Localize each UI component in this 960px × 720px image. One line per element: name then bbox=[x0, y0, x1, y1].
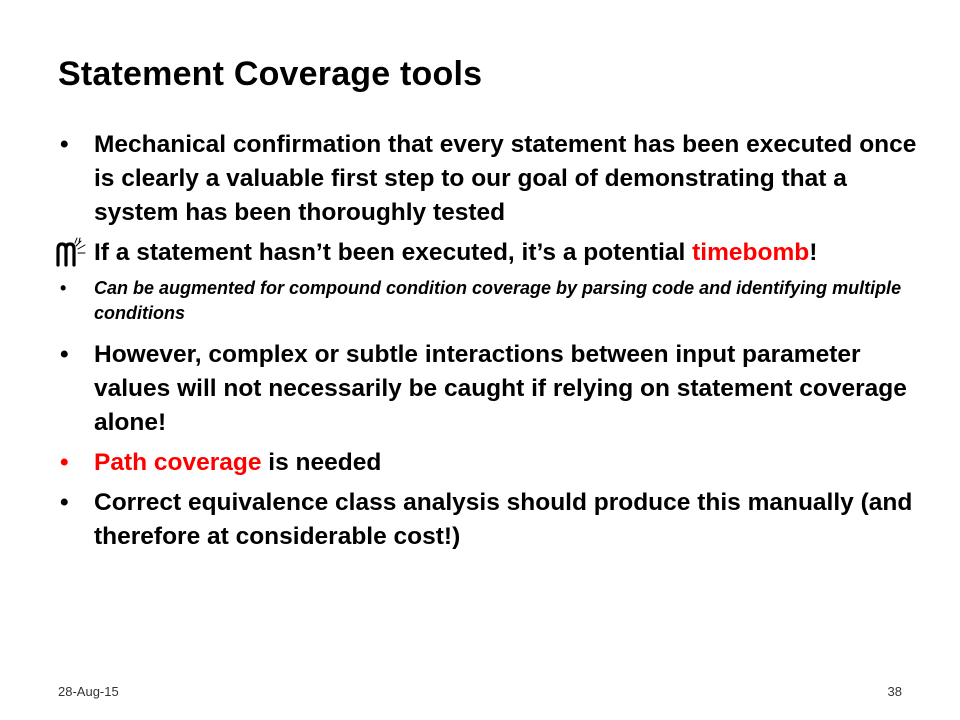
bullet-item bbox=[58, 128, 918, 230]
bullet-text-end: ! bbox=[809, 239, 818, 266]
timebomb-highlight: timebomb bbox=[692, 239, 810, 266]
bullet-text: Mechanical confirmation that every statement has been executed once is clearly a valuable first step to our goal of demonstrating that a system has been thoroughly tested bbox=[94, 131, 917, 226]
bullet-item bbox=[58, 236, 918, 270]
bullet-marker: • bbox=[60, 278, 67, 298]
bullet-marker: • bbox=[60, 131, 69, 158]
bullet-item bbox=[58, 446, 918, 480]
bullet-text: If a statement hasn’t been executed, it’s a potential bbox=[94, 239, 693, 266]
bullet-item bbox=[58, 338, 918, 440]
footer-date: 28-Aug-15 bbox=[58, 684, 119, 699]
bullet-marker: • bbox=[60, 449, 69, 476]
slide-title: Statement Coverage tools bbox=[58, 55, 483, 93]
bomb-icon bbox=[54, 236, 92, 270]
page-number: 38 bbox=[887, 684, 902, 699]
path-coverage-highlight: Path coverage bbox=[94, 449, 262, 476]
bullet-list bbox=[58, 128, 918, 560]
bullet-marker: • bbox=[60, 489, 69, 516]
bullet-item bbox=[58, 486, 918, 554]
bullet-text: Can be augmented for compound condition coverage by parsing code and identifying multiple conditions bbox=[94, 278, 902, 323]
bullet-text: Correct equivalence class analysis should produce this manually (and therefore at considerable cost!) bbox=[94, 489, 913, 550]
bullet-marker: • bbox=[60, 341, 69, 368]
bullet-text: However, complex or subtle interactions between input parameter values will not necessarily be caught if relying on statement coverage alone! bbox=[94, 341, 907, 436]
bullet-text-end: is needed bbox=[261, 449, 382, 476]
sub-bullet-item bbox=[58, 276, 918, 326]
